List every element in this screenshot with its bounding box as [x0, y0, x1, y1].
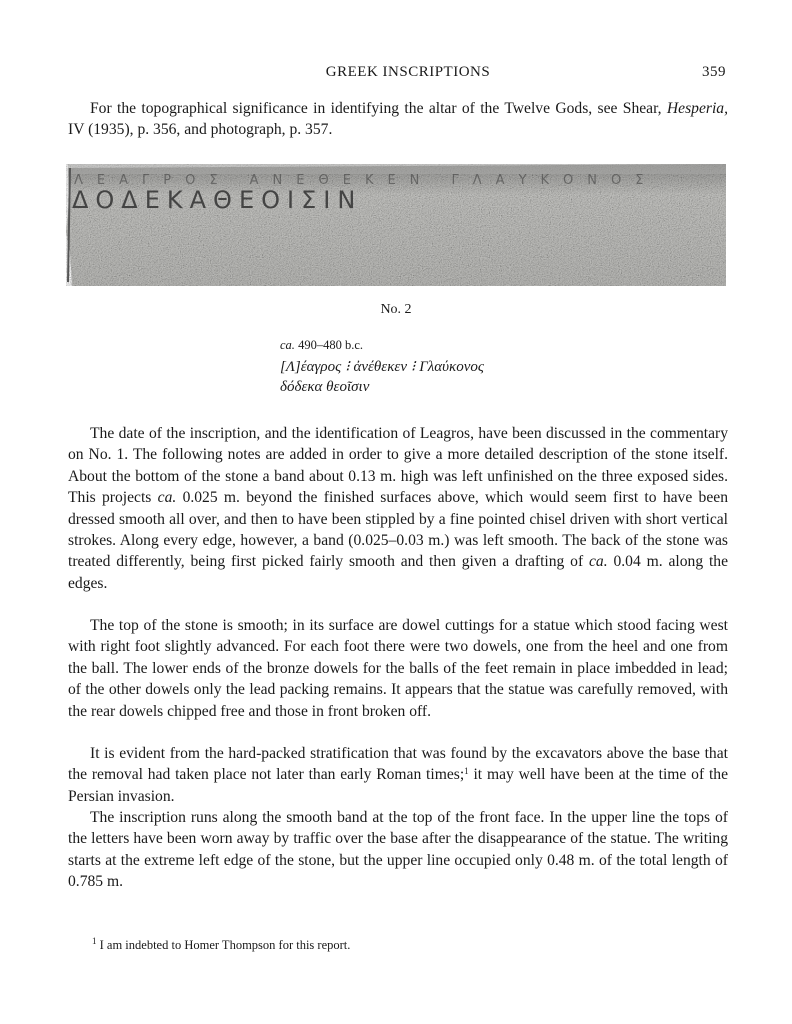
p1-ca: ca. [157, 489, 177, 507]
intro-text-after: IV (1935), p. 356, and photograph, p. 357. [68, 121, 333, 139]
paragraph-3 [68, 743, 728, 807]
paragraph-2: The top of the stone is smooth; in its surface are dowel cuttings for a statue which stood facing west with right foot slightly advanced. For each foot there were two dowels, one from the heel and one from the ball. The lower ends of the bronze dowels for the balls of the feet remain in place imbedded in lead; of the other dowels only the lead packing remains. It appears that the statue was carefully removed, with the rear dowels chipped free and those in front broken off. [68, 617, 728, 720]
running-head-title: GREEK INSCRIPTIONS [325, 64, 491, 80]
footnote-text: I am indebted to Homer Thompson for this report. [96, 938, 351, 952]
inscription-date [280, 338, 640, 353]
date-prefix: ca. [280, 338, 295, 352]
paragraph-4: The inscription runs along the smooth band at the top of the front face. In the upper line the tops of the letters have been worn away by traffic over the base after the disappearance of the statue. The writing starts at the extreme left edge of the stone, but the upper line occupied only 0.48 m. of the total length of 0.785 m. [68, 809, 728, 891]
journal-title: Hesperia, [666, 100, 728, 117]
page-number: 359 [702, 64, 726, 80]
figure-caption: No. 2 [380, 302, 412, 317]
inscription-photograph [66, 162, 728, 286]
epigraphic-line-1: [Λ]έαγρος ⁝ ἀνέθεκεν ⁝ Γλαύκονος [280, 359, 484, 375]
stone-photo-svg [66, 162, 728, 286]
epigraphic-line-2: δόδεκα θεοῖσιν [280, 379, 370, 395]
footnote [92, 938, 732, 953]
footnote-reference[interactable]: 1 [464, 766, 469, 777]
intro-text-before: For the topographical significance in identifying the altar of the Twelve Gods, see Shear, [90, 100, 667, 117]
p3-part-b: it may well have been at the time of the Persian invasion. [68, 766, 729, 805]
p1-ca-2: ca. [589, 553, 608, 571]
worn-upper-line: ΛΕΑΓΡΟΣ ΑΝΕΘΕΚΕΝ ΓΛΑΥΚΟΝΟΣ [74, 173, 658, 188]
running-head [90, 64, 726, 84]
p3-part-a: It is evident from the hard-packed stratification that was found by the excavators above the base that the removal had taken place not later than early Roman times; [68, 745, 728, 784]
paragraph-1 [68, 423, 728, 594]
p1-part-c: 0.04 m. along the edges. [68, 553, 728, 592]
intro-paragraph [68, 98, 728, 141]
p1-part-b: 0.025 m. beyond the finished surfaces above, which would seem first to have been dressed smooth all over, and then to have been stippled by a fine pointed chisel driven with short vertical strokes. Along every edge, however, a band (0.025–0.03 m.) was left smooth. The back of the stone was treated differently, being first picked fairly smooth and then given a drafting of [68, 489, 728, 571]
footnote-marker: 1 [92, 936, 97, 946]
date-range: 490–480 b.c. [294, 338, 363, 352]
epigraphic-text [280, 338, 640, 397]
inscription-lower-line: ΔΟΔΕΚΑΘΕΟΙΣΙΝ [72, 186, 363, 214]
p1-part-a: The date of the inscription, and the identification of Leagros, have been discussed in the commentary on No. 1. The following notes are added in order to give a more detailed description of the stone itself. About the bottom of the stone a band about 0.13 m. high was left unfinished on the three exposed sides. This projects [68, 425, 728, 507]
